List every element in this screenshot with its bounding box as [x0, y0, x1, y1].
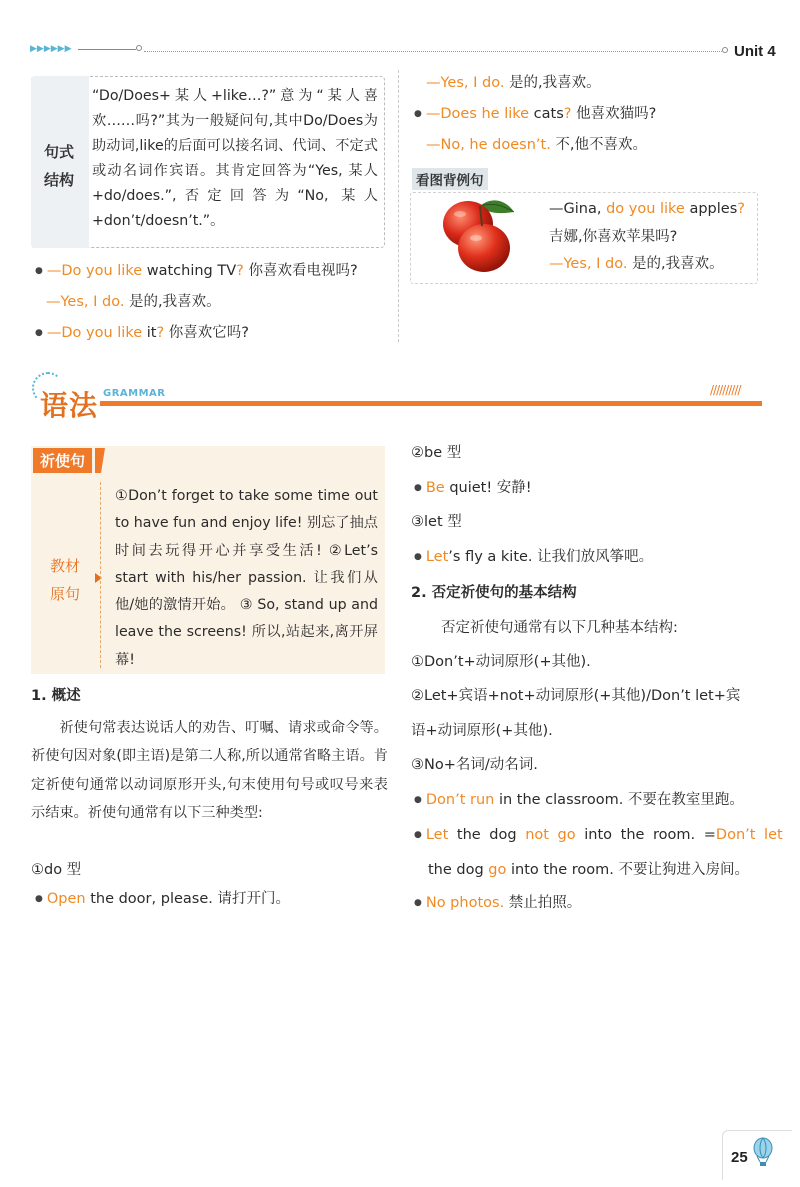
negative-example-3: ● No photos. 禁止拍照。 [414, 893, 581, 915]
page-number: 25 [731, 1149, 748, 1166]
picture-box-label: 看图背例句 [412, 168, 488, 190]
overview-heading: 1. 概述 [31, 688, 81, 704]
header-arrows: ▶▶▶▶▶▶ [30, 44, 72, 54]
structure-text: “Do/Does+某人+like…?”意为“某人喜欢……吗?”其为一般疑问句,其中Do/Does为助动词,like的后面可以接名词、代词、不定式或动名词作宾语。其肯定回答为“Yes, 某人+do/does.”,否定回答为“No, 某人+don’t/doesn’t.”。 [92, 88, 378, 229]
negative-example-2a: ● Let the dog not go into the room. =Don’t let [414, 825, 783, 847]
structure-2b: 语+动词原形(+其他). [411, 723, 553, 739]
grammar-bar [100, 401, 762, 406]
example-be: ● Be quiet! 安静! [414, 478, 532, 500]
balloon-icon [752, 1137, 774, 1167]
negative-intro: 否定祈使句通常有以下几种基本结构: [441, 620, 678, 636]
example-right-answer-1: —No, he doesn’t. 不,他不喜欢。 [426, 137, 648, 153]
picture-line-2: 吉娜,你喜欢苹果吗? [549, 229, 678, 245]
structure-3: ③No+名词/动名词. [411, 757, 538, 773]
example-2-question: ● —Do you like it? 你喜欢它吗? [35, 323, 249, 345]
grammar-title: 语法 [40, 389, 99, 422]
apples-illustration [440, 192, 518, 274]
header-dotted-rule [144, 51, 722, 52]
unit-label: Unit 4 [734, 43, 776, 60]
source-divider [100, 482, 101, 668]
negative-example-2b: the dog go into the room. 不要让狗进入房间。 [428, 862, 750, 878]
example-right-answer-0: —Yes, I do. 是的,我喜欢。 [426, 75, 601, 91]
example-1-answer: —Yes, I do. 是的,我喜欢。 [46, 294, 221, 310]
source-text: ①Don’t forget to take some time out to have fun and enjoy life! 别忘了抽点时间去玩得开心并享受生活! ②Let’s start with his/her passion. 让我们从他/她的激情开始。 ③ So, stand up and leave the screens! 所以,站起来,离开屏幕! [115, 488, 378, 668]
imperative-tag: 祈使句 [33, 448, 92, 473]
example-right-question-1: ● —Does he like cats? 他喜欢猫吗? [414, 104, 656, 126]
header-rule [78, 49, 136, 50]
column-separator [398, 70, 399, 342]
example-let: ● Let’s fly a kite. 让我们放风筝吧。 [414, 547, 653, 569]
picture-line-1: —Gina, do you like apples? [549, 201, 745, 217]
negative-example-1: ● Don’t run in the classroom. 不要在教室里跑。 [414, 790, 744, 812]
overview-paragraph: 祈使句常表达说话人的劝告、叮嘱、请求或命令等。祈使句因对象(即主语)是第二人称,所以通常省略主语。肯定祈使句通常以动词原形开头,句末使用句号或叹号来表示结束。祈使句通常有以下三种类型: [31, 720, 388, 821]
type-be: ②be 型 [411, 445, 462, 461]
source-label: 教材原句 [50, 557, 81, 603]
grammar-slashes: ////////// [710, 383, 741, 397]
type-let: ③let 型 [411, 514, 462, 530]
grammar-subtitle: GRAMMAR [103, 388, 166, 399]
header-circle-right [722, 47, 728, 53]
type-do: ①do 型 [31, 862, 82, 878]
picture-line-3: —Yes, I do. 是的,我喜欢。 [549, 256, 724, 272]
negative-heading: 2. 否定祈使句的基本结构 [411, 585, 577, 601]
structure-tag-label: 句式结构 [44, 143, 75, 189]
header-circle-left [136, 45, 142, 51]
structure-2a: ②Let+宾语+not+动词原形(+其他)/Don’t let+宾 [411, 688, 741, 704]
example-do: ● Open the door, please. 请打开门。 [35, 889, 290, 911]
example-1-question: ● —Do you like watching TV? 你喜欢看电视吗? [35, 261, 358, 283]
structure-1: ①Don’t+动词原形(+其他). [411, 654, 591, 670]
